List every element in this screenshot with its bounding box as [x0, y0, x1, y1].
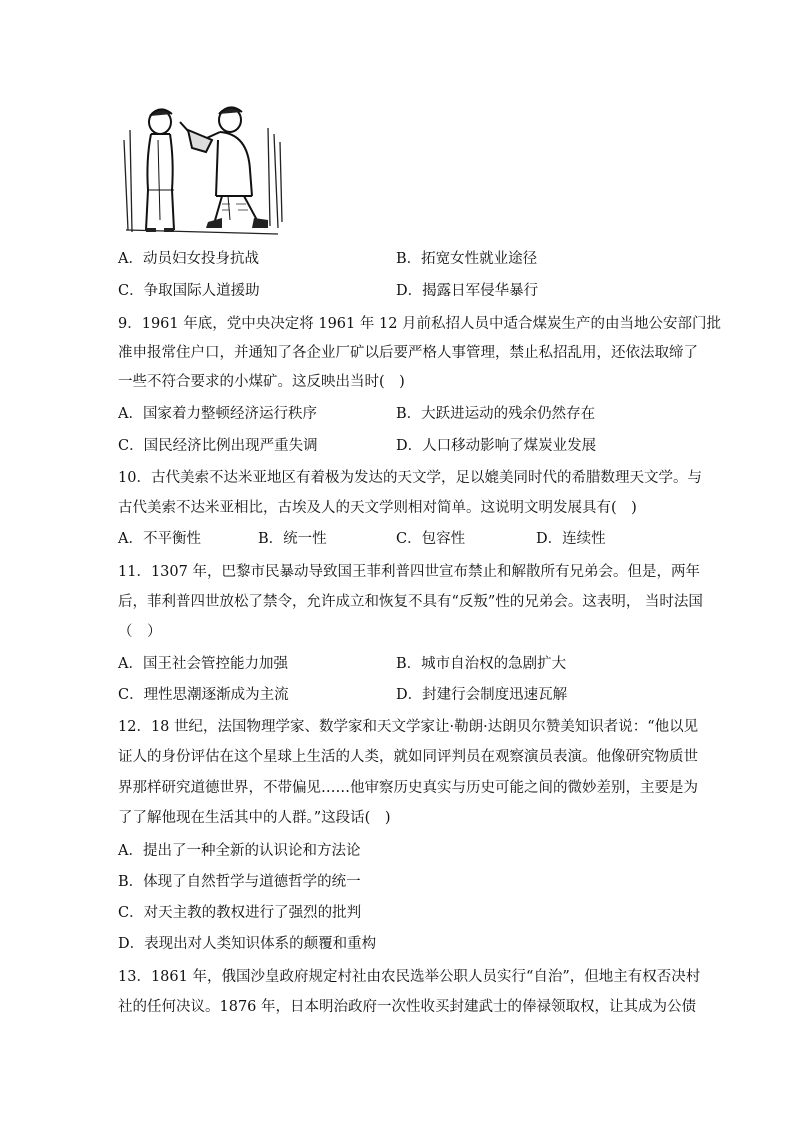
q11-option-c[interactable]: C．理性思潮逐渐成为主流 — [118, 687, 289, 703]
q11-stem-line-2: 后，菲利普四世放松了禁令，允许成立和恢复不具有“反叛”性的兄弟会。这表明， 当时法国 — [118, 594, 703, 610]
q10-option-c[interactable]: C．包容性 — [396, 531, 466, 547]
q11-option-b[interactable]: B．城市自治权的急剧扩大 — [396, 656, 567, 672]
q10-stem-line-2: 古代美索不达米亚相比，古埃及人的天文学则相对简单。这说明文明发展具有( ) — [118, 500, 637, 516]
q8-option-d[interactable]: D．揭露日军侵华暴行 — [396, 283, 539, 299]
q10-option-b[interactable]: B．统一性 — [258, 531, 327, 547]
q11-stem-line-1: 11．1307 年，巴黎市民暴动导致国王菲利普四世宣布禁止和解散所有兄弟会。但是，两年 — [118, 564, 700, 580]
q11-stem-line-3: （ ） — [118, 624, 162, 640]
q11-option-d[interactable]: D．封建行会制度迅速瓦解 — [396, 687, 568, 703]
q9-stem-line-3: 一些不符合要求的小煤矿。这反映出当时( ) — [118, 374, 405, 390]
q12-stem-line-3: 界那样研究道德世界，不带偏见……他审察历史真实与历史可能之间的微妙差别，主要是为 — [118, 780, 698, 796]
q13-stem-line-2: 社的任何决议。1876 年，日本明治政府一次性收买封建武士的俸禄领取权，让其成为公债 — [118, 999, 697, 1015]
q8-option-a[interactable]: A．动员妇女投身抗战 — [118, 251, 259, 267]
q9-option-b[interactable]: B．大跃进运动的残余仍然存在 — [396, 406, 596, 422]
q11-option-a[interactable]: A．国王社会管控能力加强 — [118, 656, 288, 672]
q8-option-b[interactable]: B．拓宽女性就业途径 — [396, 251, 538, 267]
q12-stem-line-1: 12．18 世纪，法国物理学家、数学家和天文学家让·勒朗·达朗贝尔赞美知识者说：“他以见 — [118, 719, 699, 735]
q12-option-b[interactable]: B．体现了自然哲学与道德哲学的统一 — [118, 874, 361, 890]
q13-stem-line-1: 13．1861 年，俄国沙皇政府规定村社由农民选举公职人员实行“自治”，但地主有权否决村 — [118, 969, 701, 985]
q10-stem-line-1: 10．古代美索不达米亚地区有着极为发达的天文学，足以媲美同时代的希腊数理天文学。与 — [118, 470, 702, 486]
q9-option-c[interactable]: C．国民经济比例出现严重失调 — [118, 438, 318, 454]
q12-option-a[interactable]: A．提出了一种全新的认识论和方法论 — [118, 843, 361, 859]
q10-option-d[interactable]: D．连续性 — [536, 531, 606, 547]
q10-option-a[interactable]: A．不平衡性 — [118, 531, 201, 547]
q12-option-d[interactable]: D．表现出对人类知识体系的颠覆和重构 — [118, 936, 377, 952]
q12-stem-line-2: 证人的身份评估在这个星球上生活的人类，就如同评判员在观察演员表演。他像研究物质世 — [118, 749, 698, 765]
q9-option-d[interactable]: D．人口移动影响了煤炭业发展 — [396, 438, 597, 454]
q12-stem-line-4: 了了解他现在生活其中的人群。”这段话( ) — [118, 810, 391, 826]
woodcut-illustration — [118, 100, 288, 240]
q9-option-a[interactable]: A．国家着力整顿经济运行秩序 — [118, 406, 317, 422]
q9-stem-line-2: 准申报常住户口，并通知了各企业厂矿以后要严格人事管理，禁止私招乱用，还依法取缔了 — [118, 345, 698, 361]
q12-option-c[interactable]: C．对天主教的教权进行了强烈的批判 — [118, 905, 362, 921]
q8-option-c[interactable]: C．争取国际人道援助 — [118, 283, 260, 299]
q9-stem-line-1: 9．1961 年底，党中央决定将 1961 年 12 月前私招人员中适合煤炭生产的由当地公安部门批 — [118, 316, 722, 332]
